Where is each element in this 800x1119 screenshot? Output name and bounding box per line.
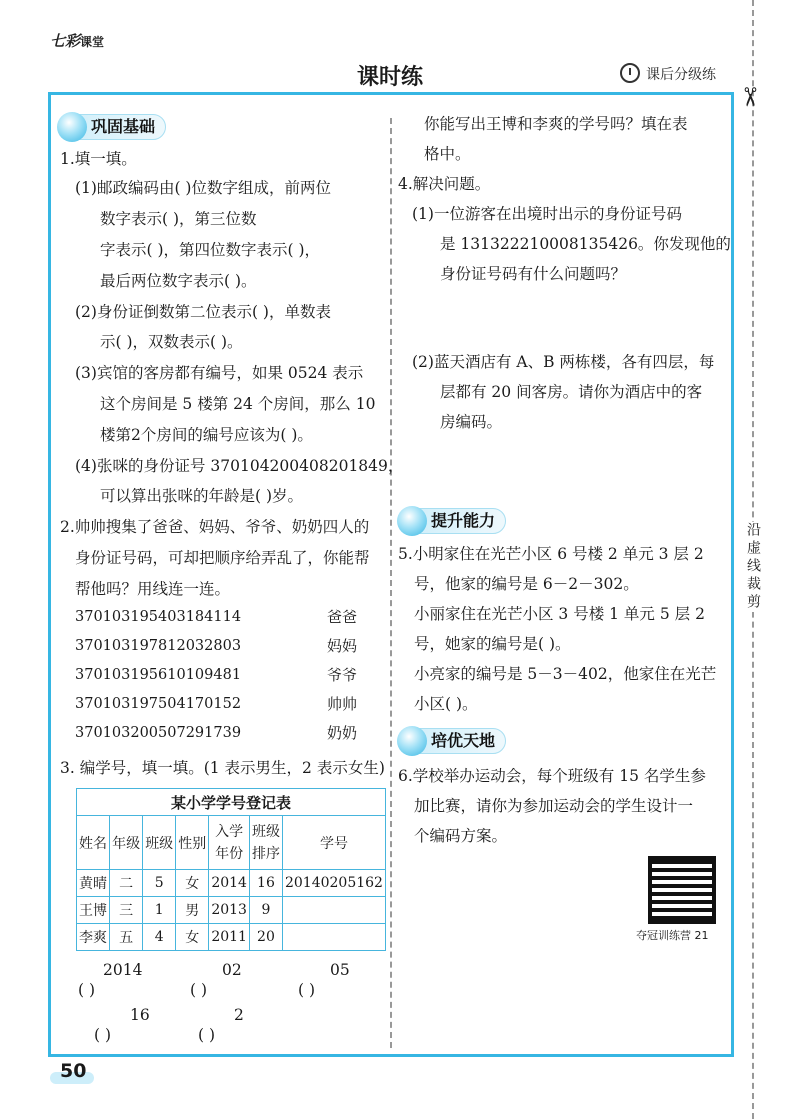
q4-p2-line2: 层都有 20 间客房。请你为酒店中的客	[440, 383, 703, 401]
alarm-clock-icon	[620, 63, 640, 83]
cell-gender: 女	[176, 870, 209, 897]
q1-p4-line2: 可以算出张咪的年龄是( )岁。	[100, 487, 304, 505]
relation-label[interactable]: 爷爷	[326, 666, 357, 684]
id-number[interactable]: 370103200507291739	[75, 725, 242, 741]
section-ability: 提升能力	[400, 508, 506, 534]
q6-line2: 加比赛，请你为参加运动会的学生设计一	[414, 797, 694, 815]
q4-p1-line2: 是 131322210008135426。你发现他的	[440, 235, 731, 253]
id-row	[75, 661, 365, 690]
cell-class: 5	[143, 870, 176, 897]
q3-title: 3. 编学号，填一填。(1 表示男生，2 表示女生)	[60, 759, 385, 777]
q1-p3-line3: 楼第2个房间的编号应该为( )。	[100, 426, 313, 444]
page-number: 50	[60, 1060, 87, 1082]
cell-grade: 二	[110, 870, 143, 897]
id-row	[75, 719, 365, 748]
cell-year: 2013	[209, 897, 250, 924]
section-excellent: 培优天地	[400, 728, 506, 754]
cell-order: 20	[249, 924, 282, 951]
q3-continue-line1: 你能写出王博和李爽的学号吗？填在表	[424, 115, 688, 133]
q2-line1: 2.帅帅搜集了爸爸、妈妈、爷爷、奶奶四人的	[60, 518, 370, 536]
header-gender: 性别	[176, 816, 209, 870]
part-05: 05	[330, 961, 350, 979]
blank-answer[interactable]: ( )	[298, 981, 316, 999]
blank-answer[interactable]: ( )	[94, 1026, 112, 1044]
header-year: 入学 年份	[209, 816, 250, 870]
header-id: 学号	[282, 816, 385, 870]
id-row	[75, 603, 365, 632]
q1-p1-line4: 最后两位数字表示( )。	[100, 272, 257, 290]
cell-name: 李爽	[77, 924, 110, 951]
blank-answer[interactable]: ( )	[78, 981, 96, 999]
q5-line2: 号，他家的编号是 6－2－302。	[414, 575, 639, 593]
bubble-icon	[57, 112, 87, 142]
cell-id-answer[interactable]	[282, 924, 385, 951]
cell-name: 王博	[77, 897, 110, 924]
section-basic: 巩固基础	[60, 114, 166, 140]
cell-class: 4	[143, 924, 176, 951]
part-2: 2	[234, 1006, 244, 1024]
q1-p4-line1: (4)张咪的身份证号 370104200408201849，	[75, 457, 404, 475]
q4-p1-line3: 身份证号码有什么问题吗？	[440, 265, 627, 283]
q6-line3: 个编码方案。	[414, 827, 508, 845]
q2-line3: 帮他吗？用线连一连。	[75, 580, 231, 598]
q1-p1-line3: 字表示( )，第四位数字表示( )，	[100, 241, 321, 259]
cell-order: 9	[249, 897, 282, 924]
q1-p1-line1: (1)邮政编码由( )位数字组成，前两位	[75, 179, 331, 197]
header-order: 班级 排序	[249, 816, 282, 870]
table-row	[77, 924, 386, 951]
header-class: 班级	[143, 816, 176, 870]
cell-year: 2014	[209, 870, 250, 897]
cell-gender: 女	[176, 924, 209, 951]
cell-grade: 三	[110, 897, 143, 924]
brand-logo: 七彩课堂	[50, 32, 105, 50]
q4-title: 4.解决问题。	[398, 175, 491, 193]
header-grade: 年级	[110, 816, 143, 870]
relation-label[interactable]: 妈妈	[326, 637, 357, 655]
blank-answer[interactable]: ( )	[198, 1026, 216, 1044]
cell-id-answer[interactable]	[282, 897, 385, 924]
lesson-title: 课时练	[340, 60, 440, 91]
q6-line1: 6.学校举办运动会，每个班级有 15 名学生参	[398, 767, 706, 785]
q5-line5: 小亮家的编号是 5－3－402，他家住在光芒	[414, 665, 717, 683]
cell-gender: 男	[176, 897, 209, 924]
q5-line6: 小区( )。	[414, 695, 478, 713]
q1-p3-line2: 这个房间是 5 楼第 24 个房间，那么 10	[100, 395, 376, 413]
part-16: 16	[130, 1006, 150, 1024]
q5-line1: 5.小明家住在光芒小区 6 号楼 2 单元 3 层 2	[398, 545, 704, 563]
header-name: 姓名	[77, 816, 110, 870]
q1-p3-line1: (3)宾馆的客房都有编号，如果 0524 表示	[75, 364, 364, 382]
id-row	[75, 632, 365, 661]
cell-name: 黄晴	[77, 870, 110, 897]
table-row	[77, 897, 386, 924]
q1-p2-line2: 示( )，双数表示( )。	[100, 333, 243, 351]
q1-title: 1.填一填。	[60, 150, 137, 168]
q4-p2-line3: 房编码。	[440, 413, 503, 431]
q5-line4: 号，她家的编号是( )。	[414, 635, 571, 653]
q1-p1-line2: 数字表示( )，第三位数	[100, 210, 257, 228]
q1-p2-line1: (2)身份证倒数第二位表示( )，单数表	[75, 303, 331, 321]
qr-caption: 夺冠训练营 21	[636, 929, 709, 942]
title-rule	[48, 92, 734, 95]
student-id-table	[76, 788, 386, 951]
id-number[interactable]: 370103197504170152	[75, 696, 242, 712]
id-number[interactable]: 370103197812032803	[75, 638, 242, 654]
column-divider	[390, 118, 392, 1048]
id-number[interactable]: 370103195403184114	[75, 609, 242, 625]
q2-line2: 身份证号码，可却把顺序给弄乱了，你能帮	[75, 549, 370, 567]
blank-answer[interactable]: ( )	[190, 981, 208, 999]
table-row	[77, 870, 386, 897]
bubble-icon	[397, 506, 427, 536]
relation-label[interactable]: 奶奶	[326, 724, 357, 742]
bubble-icon	[397, 726, 427, 756]
cell-class: 1	[143, 897, 176, 924]
q3-continue-line2: 格中。	[424, 145, 471, 163]
cell-order: 16	[249, 870, 282, 897]
id-row	[75, 690, 365, 719]
scissors-icon: ✂	[733, 86, 764, 108]
cell-grade: 五	[110, 924, 143, 951]
relation-label[interactable]: 帅帅	[326, 695, 357, 713]
cell-id: 20140205162	[282, 870, 385, 897]
table-caption: 某小学学号登记表	[77, 789, 386, 816]
part-2014: 2014	[103, 961, 143, 979]
qr-code[interactable]	[648, 856, 716, 924]
level-tag: 课后分级练	[620, 64, 716, 85]
q4-p1-line1: (1)一位游客在出境时出示的身份证号码	[412, 205, 682, 223]
relation-label[interactable]: 爸爸	[326, 608, 357, 626]
id-number[interactable]: 370103195610109481	[75, 667, 242, 683]
cell-year: 2011	[209, 924, 250, 951]
q5-line3: 小丽家住在光芒小区 3 号楼 1 单元 5 层 2	[414, 605, 705, 623]
part-02: 02	[222, 961, 242, 979]
q4-p2-line1: (2)蓝天酒店有 A、B 两栋楼，各有四层，每	[412, 353, 715, 371]
cut-hint: 沿虚线裁剪	[740, 522, 764, 612]
